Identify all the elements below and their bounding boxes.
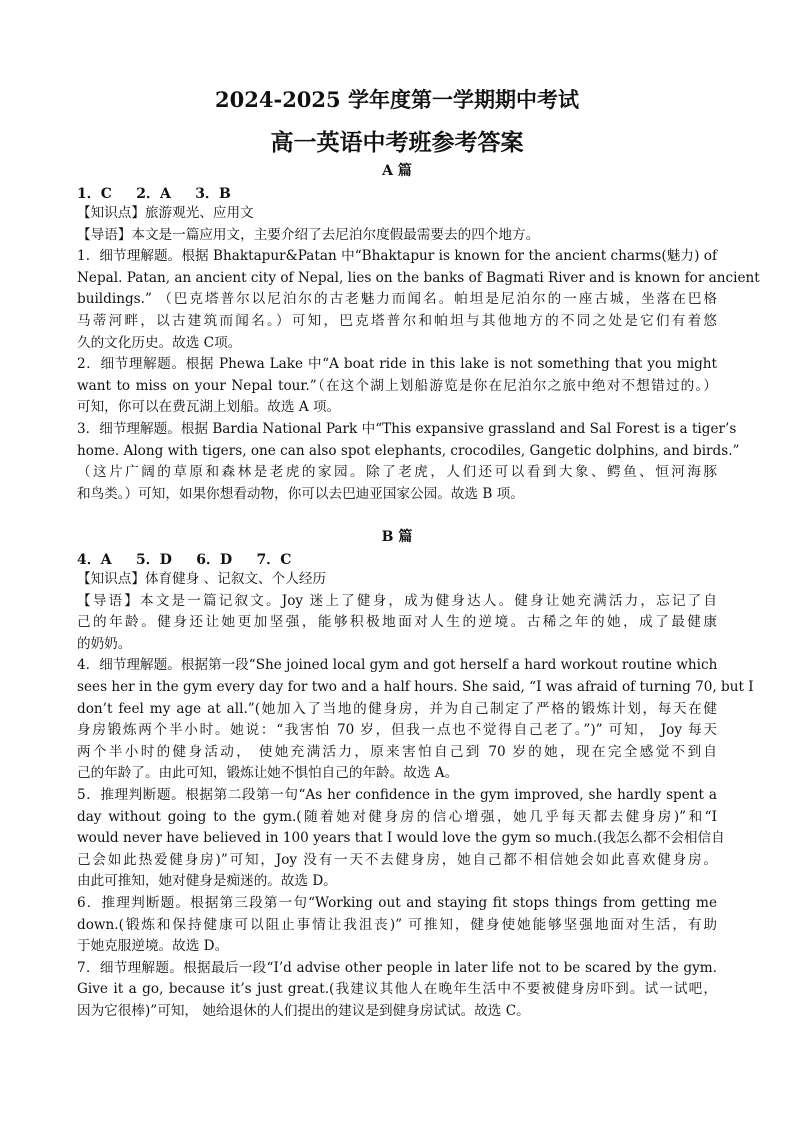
text-line: down.(锻炼和保持健康可以阻止事情让我沮丧)” 可推知，健身使她能够坚强地面对生活，有助 [77, 916, 717, 933]
section-a-heading: A 篇 [382, 163, 412, 179]
text-line: 马蒂河畔，以古建筑而闻名。）可知，巴克塔普尔和帕坦与其他地方的不同之处是它们有着悠 [77, 313, 717, 329]
text-line: 6．推理判断题。根据第三段第一句“Working out and staying fit stops things from getting me [77, 895, 717, 911]
text-line: 【知识点】旅游观光、应用文 [77, 205, 254, 221]
text-line: 【知识点】体育健身 、记叙文、个人经历 [77, 571, 327, 587]
text-line: would never have believed in 100 years that I would love the gym so much.(我怎么都不会相信自 [77, 830, 725, 847]
text-line: 4．细节理解题。根据第一段“She joined local gym and got herself a hard workout routine which [77, 657, 718, 674]
text-line: home. Along with tigers, one can also spot elephants, crocodiles, Gangetic dolphins, and birds.” [77, 442, 740, 459]
text-line: 【导语】本文是一篇应用文，主要介绍了去尼泊尔度假最需要去的四个地方。 [77, 226, 540, 243]
text-line: 可知，你可以在费瓦湖上划船。故选 A 项。 [77, 399, 341, 416]
section-b-answers: 4．A 5．D 6．D 7．C [77, 552, 292, 568]
text-line: 己的年龄了。由此可知，锻炼让她不惧怕自己的年龄。故选 A。 [77, 765, 459, 782]
text-line: 于她克服逆境。故选 D。 [77, 938, 229, 955]
page-subtitle: 高一英语中考班参考答案 [270, 129, 524, 156]
text-line: Nepal. Patan, an ancient city of Nepal, lies on the banks of Bagmati River and is known for ancient [77, 269, 760, 286]
text-line: 和鸟类。）可知，如果你想看动物，你可以去巴迪亚国家公园。故选 B 项。 [77, 485, 524, 502]
page-title: 2024-2025 学年度第一学期期中考试 [215, 87, 579, 112]
text-line: day without going to the gym.(随着她对健身房的信心增强，她几乎每天都去健身房)”和“I [77, 808, 717, 825]
text-line: 1．细节理解题。根据 Bhaktapur&Patan 中“Bhaktapur is known for the ancient charms(魅力) of [77, 248, 717, 265]
text-line: buildings.” （巴克塔普尔以尼泊尔的古老魅力而闻名。帕坦是尼泊尔的一座古城，坐落在巴格 [77, 291, 717, 308]
text-line: want to miss on your Nepal tour.”（在这个湖上划船游览是你在尼泊尔之旅中绝对不想错过的。） [77, 377, 717, 394]
text-line: 因为它很棒)”可知， 她给退休的人们提出的建议是到健身房试试。故选 C。 [77, 1003, 530, 1019]
text-line: （这片广阔的草原和森林是老虎的家园。除了老虎，人们还可以看到大象、鳄鱼、恒河海豚 [77, 464, 717, 481]
text-line: 3．细节理解题。根据 Bardia National Park 中“This expansive grassland and Sal Forest is a tiger’s [77, 421, 737, 437]
text-line: 2．细节理解题。根据 Phewa Lake 中“A boat ride in this lake is not something that you might [77, 356, 717, 373]
text-line: 己的年龄。健身还让她更加坚强，能够积极地面对人生的逆境。古稀之年的她，成了最健康 [77, 614, 717, 631]
text-line: 5．推理判断题。根据第二段第一句“As her confidence in the gym improved, she hardly spent a [77, 787, 717, 803]
section-b-heading: B 篇 [381, 529, 413, 545]
text-line: 两个半小时的健身活动， 使她充满活力，原来害怕自己到 70 岁的她，现在完全感觉不到自 [77, 743, 717, 760]
text-line: 身房锻炼两个半小时。她说：“我害怕 70 岁，但我一点也不觉得自己老了。”)” 可知， Joy 每天 [77, 722, 717, 739]
text-line: sees her in the gym every day for two and a half hours. She said, “I was afraid of turning 70, but I [77, 679, 754, 695]
text-line: 己会如此热爱健身房)”可知，Joy 没有一天不去健身房，她自己都不相信她会如此喜欢健身房。 [77, 851, 717, 868]
text-line: 【导语】本文是一篇记叙文。Joy 迷上了健身，成为健身达人。健身让她充满活力，忘记了自 [77, 592, 717, 609]
text-line: 的奶奶。 [77, 635, 132, 652]
section-a-answers: 1．C 2．A 3．B [77, 186, 231, 202]
text-line: 久的文化历史。故选 C项。 [77, 334, 242, 351]
text-line: don’t feel my age at all.”(她加入了当地的健身房，并为自己制定了严格的锻炼计划，每天在健 [77, 700, 717, 717]
text-line: 由此可推知，她对健身是痴迷的。故选 D。 [77, 873, 337, 890]
text-line: 7．细节理解题。根据最后一段“I’d advise other people in later life not to be scared by the gym. [77, 959, 717, 976]
text-line: Give it a go, because it’s just great.(我建议其他人在晚年生活中不要被健身房吓到。试一试吧， [77, 981, 717, 998]
